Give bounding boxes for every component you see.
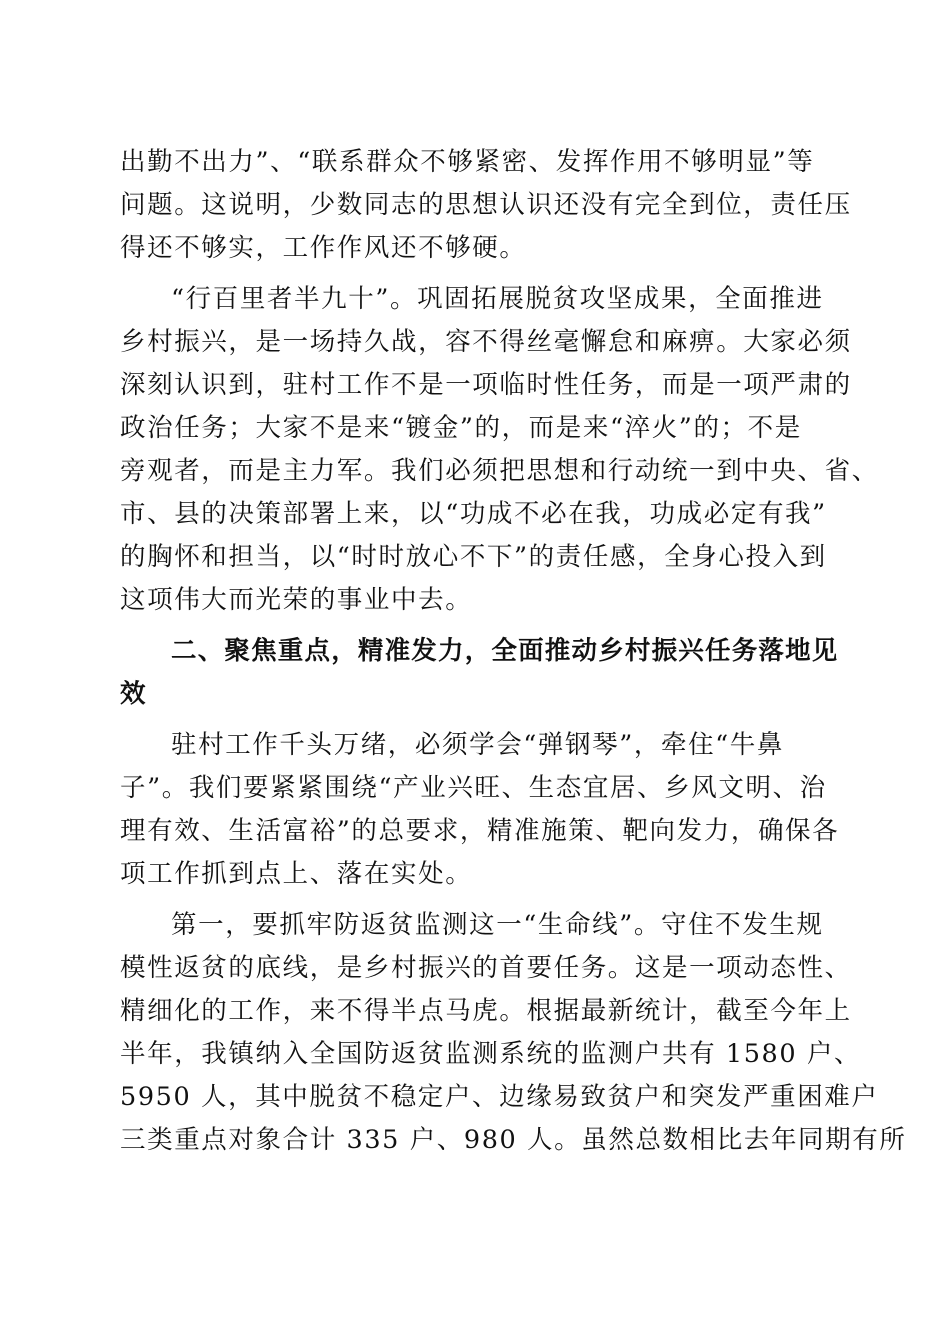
text-line-5: 乡村振兴，是一场持久战，容不得丝毫懈怠和麻痹。大家必须: [120, 327, 852, 357]
text-line-6: 深刻认识到，驻村工作不是一项临时性任务，而是一项严肃的: [120, 370, 852, 400]
section-heading-continued: 效: [120, 679, 147, 709]
text-line-10: 的胸怀和担当，以“时时放心不下”的责任感，全身心投入到: [120, 542, 827, 572]
section-heading: 二、聚焦重点，精准发力，全面推动乡村振兴任务落地见: [171, 636, 839, 666]
text-line-9: 市、县的决策部署上来，以“功成不必在我，功成必定有我”: [120, 499, 827, 529]
text-line-3: 得还不够实，工作作风还不够硬。: [120, 233, 527, 263]
text-line-19: 模性返贫的底线，是乡村振兴的首要任务。这是一项动态性、: [120, 953, 852, 983]
text-line-15: 子”。我们要紧紧围绕“产业兴旺、生态宜居、乡风文明、治: [120, 773, 827, 803]
text-line-23: 三类重点对象合计 335 户、980 人。虽然总数相比去年同期有所: [120, 1125, 907, 1155]
text-line-16: 理有效、生活富裕”的总要求，精准施策、靶向发力，确保各: [120, 816, 840, 846]
text-line-17: 项工作抓到点上、落在实处。: [120, 859, 473, 889]
paragraph-first-line: 第一，要抓牢防返贫监测这一“生命线”。守住不发生规: [171, 910, 824, 940]
text-line-1: 出勤不出力”、“联系群众不够紧密、发挥作用不够明显”等: [120, 147, 815, 177]
text-line-7: 政治任务；大家不是来“镀金”的，而是来“淬火”的；不是: [120, 413, 802, 443]
text-line-22: 5950 人，其中脱贫不稳定户、边缘易致贫户和突发严重困难户: [120, 1082, 879, 1112]
text-line-11: 这项伟大而光荣的事业中去。: [120, 585, 473, 615]
text-line-2: 问题。这说明，少数同志的思想认识还没有完全到位，责任压: [120, 190, 852, 220]
text-line-21: 半年，我镇纳入全国防返贫监测系统的监测户共有 1580 户、: [120, 1039, 862, 1069]
text-line-20: 精细化的工作，来不得半点马虎。根据最新统计，截至今年上: [120, 996, 852, 1026]
text-line-8: 旁观者，而是主力军。我们必须把思想和行动统一到中央、省、: [120, 456, 879, 486]
paragraph-first-line: 驻村工作千头万绪，必须学会“弹钢琴”，牵住“牛鼻: [171, 730, 785, 760]
paragraph-first-line: “行百里者半九十”。巩固拓展脱贫攻坚成果，全面推进: [171, 284, 824, 314]
